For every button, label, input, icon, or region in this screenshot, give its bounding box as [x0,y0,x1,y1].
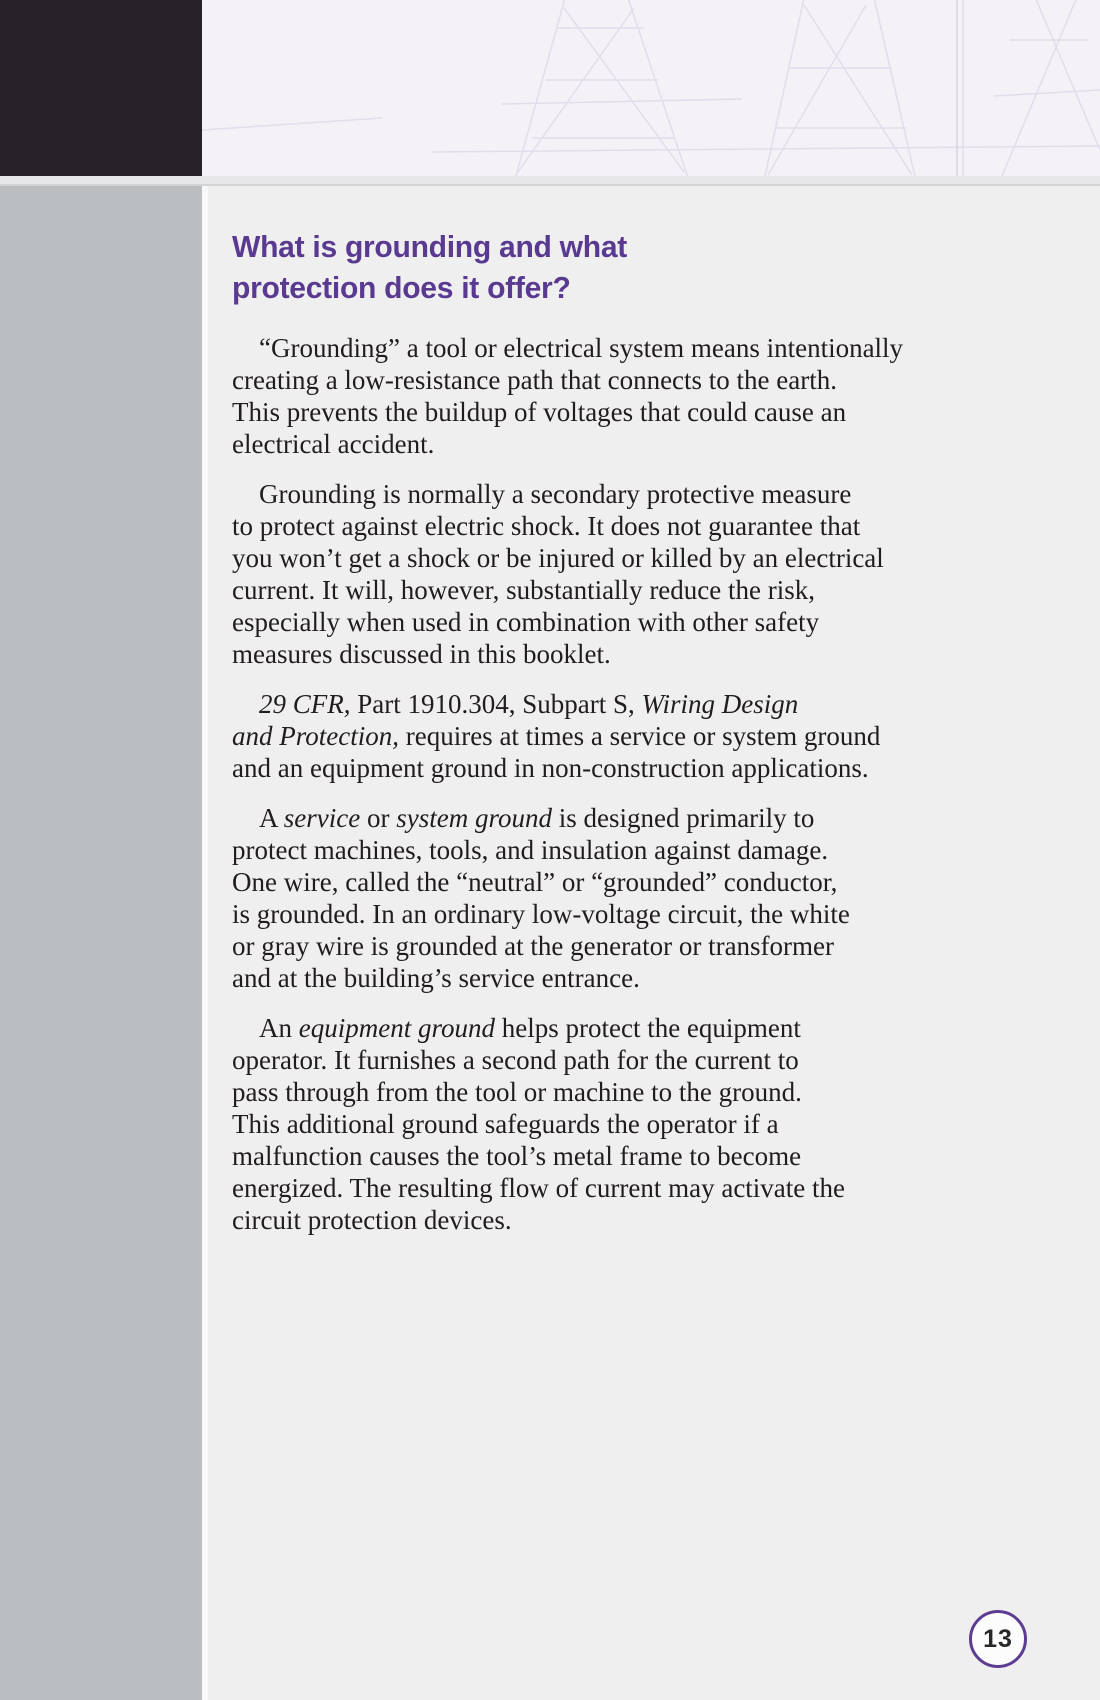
text-line: A service or system ground is designed primarily to [259,803,815,833]
text-line: This additional ground safeguards the operator if a [232,1109,779,1139]
paragraph [232,1012,952,1236]
text-line: is grounded. In an ordinary low-voltage circuit, the white [232,899,850,929]
paragraph [232,478,952,670]
page-number-badge [969,1610,1027,1668]
text-line: measures discussed in this booklet. [232,639,611,669]
text-line: creating a low-resistance path that connects to the earth. [232,365,837,395]
top-band [202,0,1100,176]
page-number: 13 [983,1624,1013,1653]
page-title [232,226,627,308]
paragraph [232,332,952,460]
text-line: circuit protection devices. [232,1205,512,1235]
band-divider [0,176,1100,186]
text-line: protect machines, tools, and insulation against damage. [232,835,829,865]
text-line: especially when used in combination with other safety [232,607,820,637]
text-line: malfunction causes the tool’s metal frame to become [232,1141,802,1171]
content-area [208,186,1100,1700]
text-line: and Protection, requires at times a service or system ground [232,721,881,751]
paragraphs [232,332,952,1254]
text-line: and at the building’s service entrance. [232,963,640,993]
text-line: “Grounding” a tool or electrical system means intentionally [259,333,904,363]
text-line: pass through from the tool or machine to the ground. [232,1077,802,1107]
left-sidebar [0,186,202,1700]
text-line: electrical accident. [232,429,435,459]
text-line: to protect against electric shock. It does not guarantee that [232,511,861,541]
text-line: you won’t get a shock or be injured or killed by an electrical [232,543,884,573]
text-line: One wire, called the “neutral” or “grounded” conductor, [232,867,838,897]
text-line: This prevents the buildup of voltages that could cause an [232,397,847,427]
text-line: An equipment ground helps protect the equipment [259,1013,801,1043]
text-line: and an equipment ground in non-construction applications. [232,753,869,783]
text-line: or gray wire is grounded at the generator or transformer [232,931,835,961]
page-title-line: What is grounding and what [232,229,628,264]
black-corner-block [0,0,202,176]
text-line: Grounding is normally a secondary protective measure [259,479,852,509]
text-line: operator. It furnishes a second path for the current to [232,1045,799,1075]
page-title-line: protection does it offer? [232,270,571,305]
text-line: current. It will, however, substantially reduce the risk, [232,575,815,605]
paragraph [232,802,952,994]
text-line: 29 CFR, Part 1910.304, Subpart S, Wiring Design [259,689,799,719]
paragraph [232,688,952,784]
text-line: energized. The resulting flow of current may activate the [232,1173,846,1203]
transmission-towers-art [202,0,1100,176]
